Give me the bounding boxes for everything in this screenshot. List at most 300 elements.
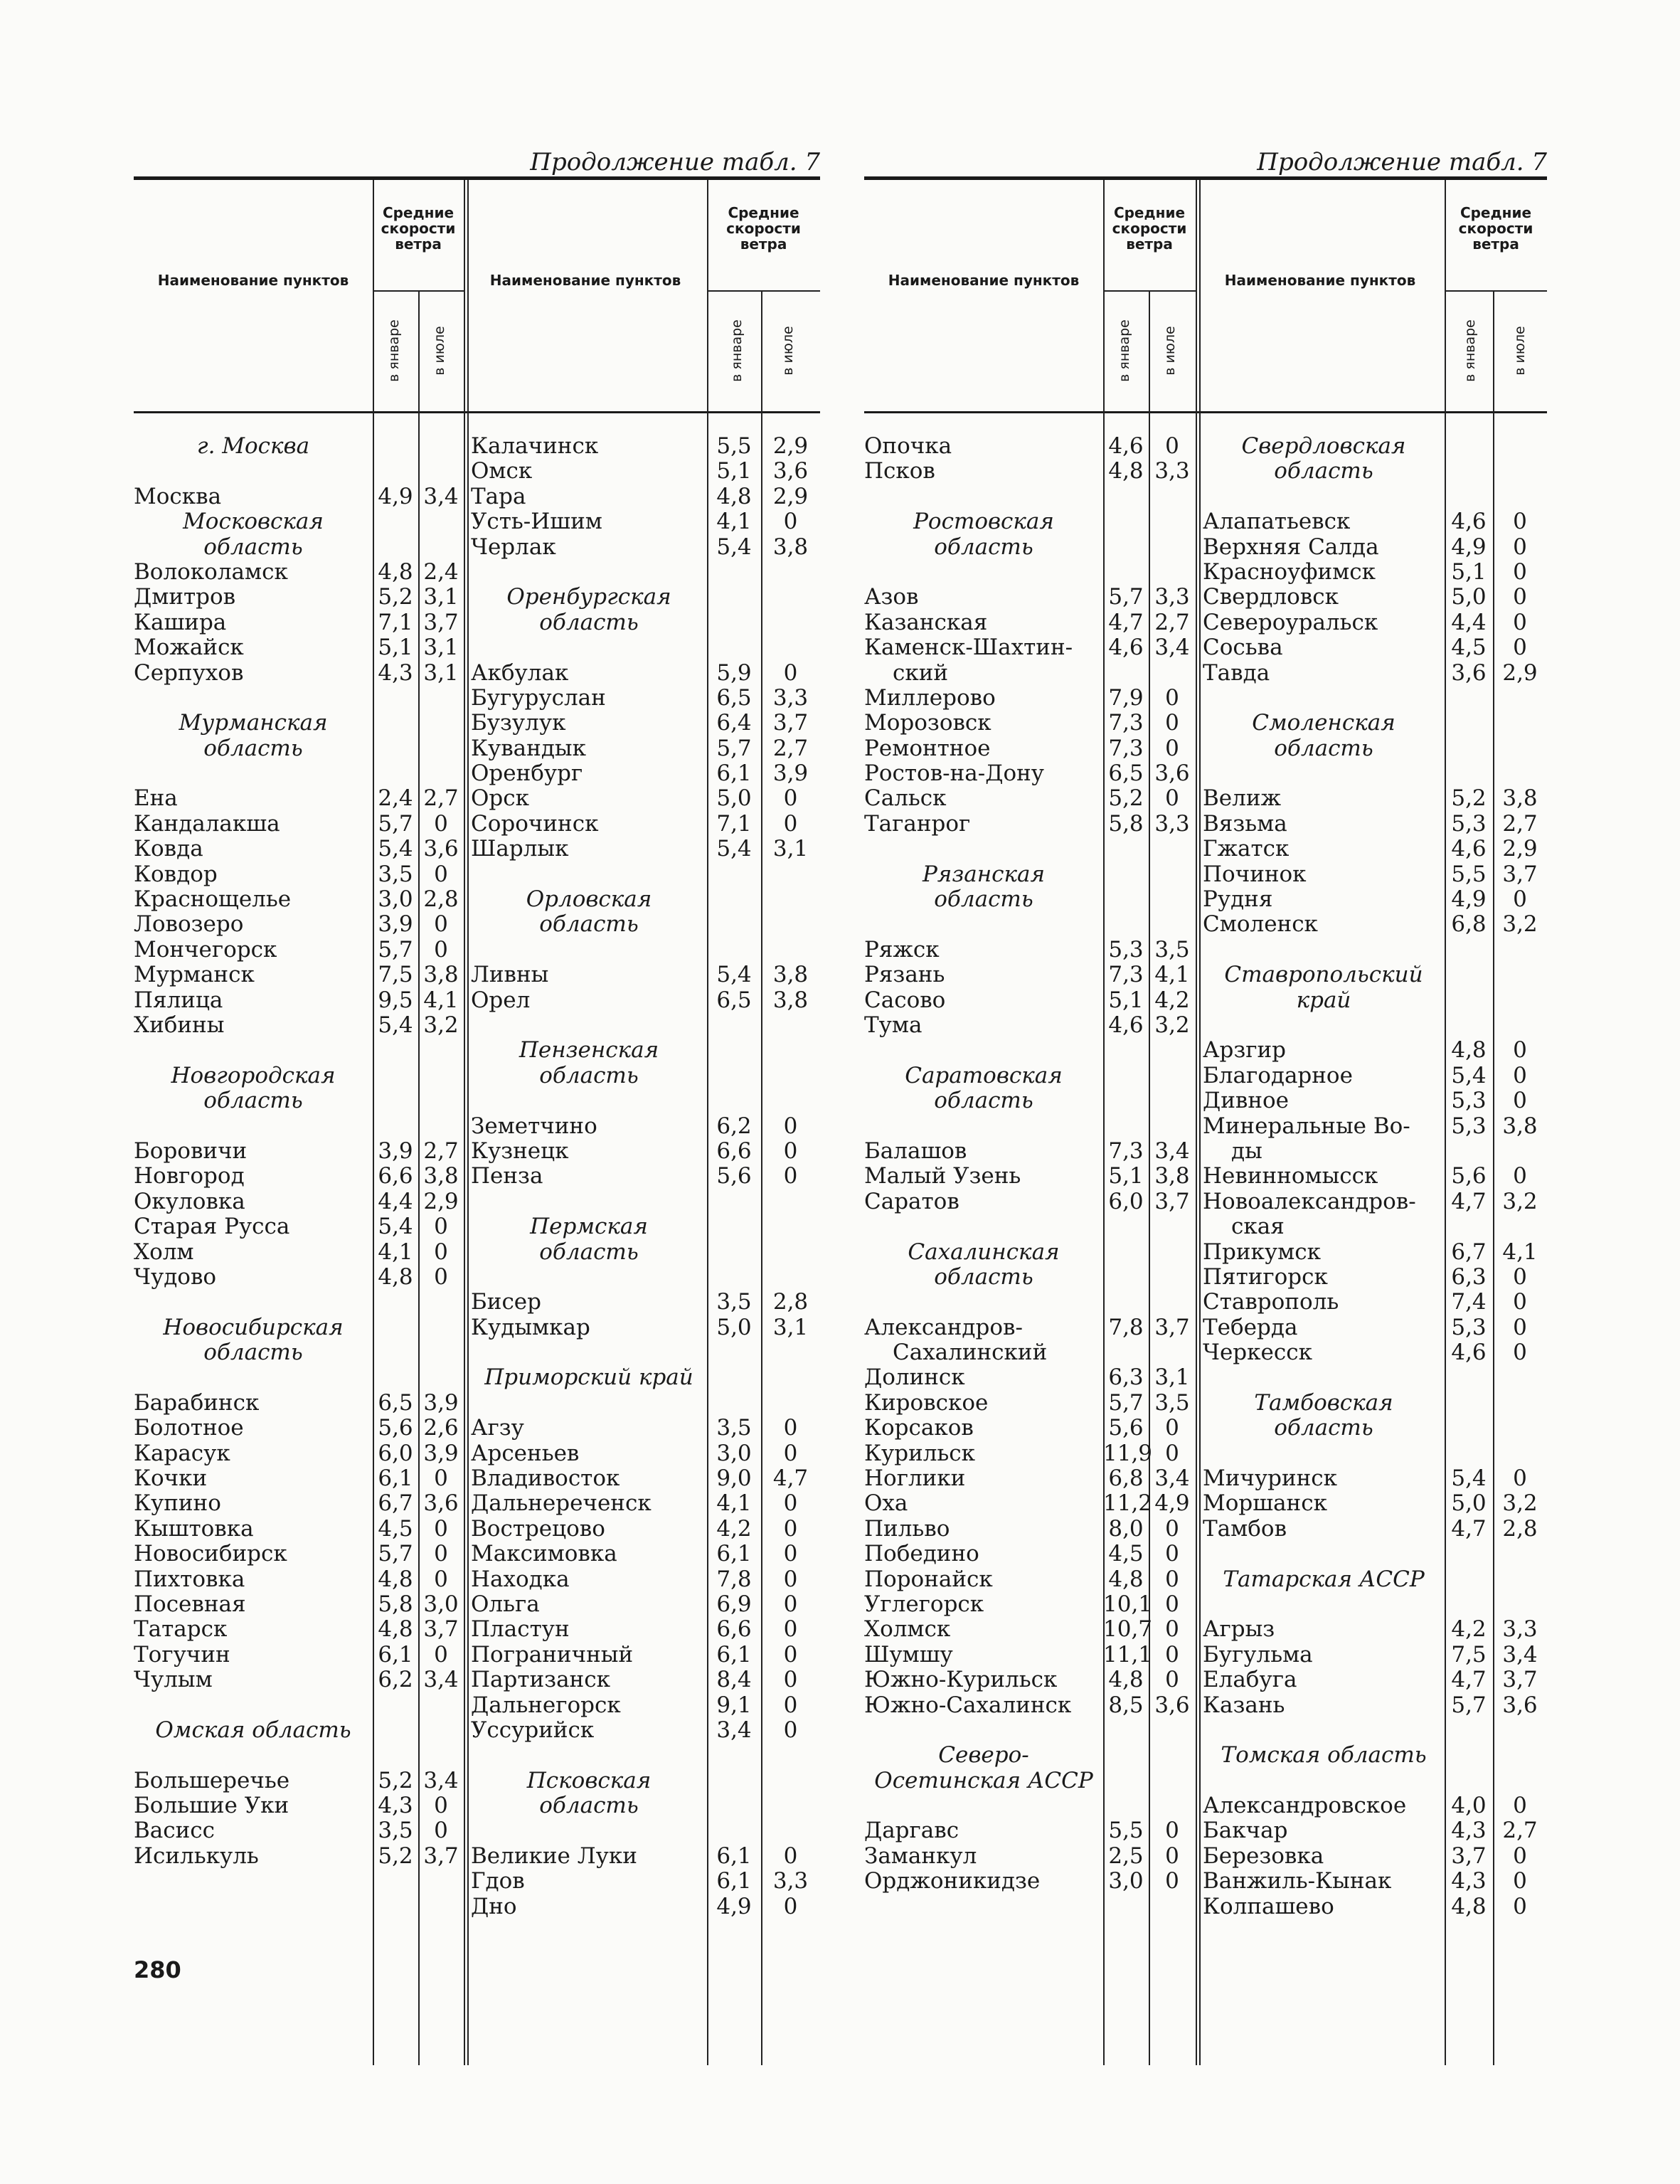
january-speed: 4,6 xyxy=(1451,836,1487,862)
station-name: Минеральные Во- xyxy=(1203,1113,1410,1139)
station-name: Елабуга xyxy=(1203,1667,1297,1693)
station-name: Азов xyxy=(864,584,919,610)
table-row xyxy=(134,1441,464,1466)
station-name: Агзу xyxy=(471,1415,524,1441)
station-name: Сосьва xyxy=(1203,635,1283,661)
january-speed: 9,1 xyxy=(716,1692,752,1718)
january-speed: 5,4 xyxy=(716,962,752,988)
region-name: область xyxy=(934,1263,1033,1290)
july-speed: 3,7 xyxy=(1154,1314,1190,1340)
station-name: Сальск xyxy=(864,785,947,812)
january-speed: 3,9 xyxy=(378,1138,413,1164)
station-name: Балашов xyxy=(864,1138,967,1164)
station-name: Ковда xyxy=(134,836,203,862)
header-jul: в июле xyxy=(432,326,447,376)
station-name: Посевная xyxy=(134,1591,246,1617)
table-row xyxy=(471,686,820,711)
table-row xyxy=(864,635,1196,660)
july-speed: 0 xyxy=(434,1793,448,1819)
july-speed: 3,7 xyxy=(1502,861,1538,887)
header-sub-rule xyxy=(1445,290,1547,292)
january-speed: 6,8 xyxy=(1451,911,1487,938)
blank-row xyxy=(1203,938,1547,963)
station-name: Прикумск xyxy=(1203,1239,1322,1265)
table-row xyxy=(134,862,464,887)
january-speed: 9,5 xyxy=(378,987,413,1013)
region-heading xyxy=(134,1064,464,1088)
january-speed: 6,1 xyxy=(716,1541,752,1567)
station-name: Омск xyxy=(471,458,533,484)
july-speed: 4,9 xyxy=(1154,1490,1190,1517)
july-speed: 0 xyxy=(434,1214,448,1240)
july-speed: 3,9 xyxy=(772,760,809,787)
region-heading xyxy=(1203,736,1547,761)
table-row xyxy=(864,1315,1196,1340)
july-speed: 3,9 xyxy=(423,1440,459,1466)
table-row xyxy=(1203,1189,1547,1214)
july-speed: 2,7 xyxy=(1502,810,1538,837)
blank-row xyxy=(134,1038,464,1063)
january-speed: 4,6 xyxy=(1108,1012,1144,1038)
january-speed: 5,2 xyxy=(1451,785,1487,812)
table-row xyxy=(864,1643,1196,1668)
station-name: Черлак xyxy=(471,534,556,560)
july-speed: 3,3 xyxy=(1154,584,1190,610)
table-row xyxy=(134,1214,464,1239)
july-speed: 2,8 xyxy=(772,1289,809,1315)
header-jan: в январе xyxy=(1462,319,1478,382)
table-row xyxy=(471,812,820,837)
table-row xyxy=(1203,635,1547,660)
region-name: Псковская xyxy=(526,1767,652,1793)
january-speed: 4,3 xyxy=(1451,1818,1487,1844)
table-row xyxy=(1203,509,1547,534)
july-speed: 0 xyxy=(434,1566,448,1592)
blank-row xyxy=(471,1013,820,1038)
table-row xyxy=(134,1189,464,1214)
january-speed: 6,5 xyxy=(716,684,752,711)
station-name: Ноглики xyxy=(864,1465,966,1492)
january-speed: 4,6 xyxy=(1451,509,1487,535)
july-speed: 0 xyxy=(1513,1868,1527,1894)
table-row xyxy=(471,1869,820,1894)
january-speed: 6,4 xyxy=(716,710,752,736)
january-speed: 6,0 xyxy=(1108,1188,1144,1214)
july-speed: 0 xyxy=(783,509,798,535)
blank-row xyxy=(134,686,464,711)
january-speed: 10,1 xyxy=(1103,1591,1153,1617)
station-name: Пенза xyxy=(471,1163,543,1189)
july-speed: 0 xyxy=(783,1113,798,1139)
july-speed: 3,8 xyxy=(772,962,809,988)
july-speed: 0 xyxy=(783,1893,798,1919)
january-speed: 5,1 xyxy=(378,635,413,661)
table-group-4 xyxy=(1203,434,1547,1919)
july-speed: 3,6 xyxy=(423,1490,459,1517)
july-speed: 0 xyxy=(1165,1868,1179,1894)
july-speed: 0 xyxy=(1513,1314,1527,1340)
station-name: Ловозеро xyxy=(134,911,244,938)
table-row xyxy=(134,1769,464,1793)
station-name: Шумшу xyxy=(864,1641,953,1668)
table-row xyxy=(864,1818,1196,1843)
july-speed: 3,8 xyxy=(1502,1113,1538,1139)
table-row xyxy=(1203,1466,1547,1491)
station-name: Боровичи xyxy=(134,1138,248,1164)
station-name: Ряжск xyxy=(864,936,940,963)
july-speed: 0 xyxy=(1165,1541,1179,1567)
january-speed: 7,3 xyxy=(1108,962,1144,988)
region-name: область xyxy=(934,534,1033,560)
header-speed: Средние скорости ветра xyxy=(726,204,801,253)
july-speed: 0 xyxy=(434,861,448,887)
january-speed: 4,5 xyxy=(378,1515,413,1542)
january-speed: 6,7 xyxy=(378,1490,413,1517)
blank-row xyxy=(864,912,1196,937)
station-name: Земетчино xyxy=(471,1113,597,1139)
region-heading xyxy=(471,887,820,912)
july-speed: 0 xyxy=(1165,1667,1179,1693)
blank-row xyxy=(471,938,820,963)
january-speed: 7,3 xyxy=(1108,710,1144,736)
january-speed: 5,3 xyxy=(1451,810,1487,837)
region-heading xyxy=(134,1718,464,1743)
july-speed: 0 xyxy=(1513,1340,1527,1366)
january-speed: 3,0 xyxy=(716,1440,752,1466)
january-speed: 5,4 xyxy=(716,534,752,560)
station-name: Бугуруслан xyxy=(471,684,606,711)
table-row xyxy=(864,1340,1196,1365)
station-name: Кувандык xyxy=(471,735,586,761)
station-name: Гдов xyxy=(471,1868,525,1894)
table-row xyxy=(864,1592,1196,1617)
station-name: Курильск xyxy=(864,1440,976,1466)
table-row xyxy=(1203,1315,1547,1340)
january-speed: 7,3 xyxy=(1108,1138,1144,1164)
region-name: Свердловская xyxy=(1241,433,1406,459)
table-row xyxy=(864,1668,1196,1692)
table-row xyxy=(134,786,464,811)
station-name: Казань xyxy=(1203,1692,1285,1718)
region-heading xyxy=(134,1340,464,1365)
station-name: Орел xyxy=(471,987,531,1013)
july-speed: 3,7 xyxy=(1154,1188,1190,1214)
july-speed: 0 xyxy=(434,936,448,963)
table-row xyxy=(1203,585,1547,610)
station-name: Красноуфимск xyxy=(1203,558,1376,585)
column-rule-double xyxy=(1196,180,1201,2065)
table-row xyxy=(864,1844,1196,1869)
station-name: Краснощелье xyxy=(134,886,292,913)
table-row xyxy=(134,1391,464,1416)
station-name: Пихтовка xyxy=(134,1566,245,1592)
january-speed: 5,4 xyxy=(378,1012,413,1038)
january-speed: 4,7 xyxy=(1451,1188,1487,1214)
region-heading xyxy=(864,1769,1196,1793)
table-row xyxy=(1203,1491,1547,1516)
july-speed: 0 xyxy=(1165,1515,1179,1542)
station-name: Заманкул xyxy=(864,1843,977,1869)
region-name: Тамбовская xyxy=(1254,1389,1393,1416)
july-speed: 0 xyxy=(783,1667,798,1693)
region-name: область xyxy=(539,1239,639,1265)
table-row xyxy=(471,1617,820,1642)
table-row xyxy=(471,1416,820,1441)
station-name: Серпухов xyxy=(134,659,244,686)
january-speed: 3,0 xyxy=(1108,1868,1144,1894)
region-name: область xyxy=(203,1088,303,1114)
region-name: Новгородская xyxy=(171,1062,336,1088)
july-speed: 3,6 xyxy=(1154,760,1190,787)
blank-row xyxy=(134,761,464,786)
station-name: Кандалакша xyxy=(134,810,280,837)
july-speed: 2,7 xyxy=(423,785,459,812)
station-name: Березовка xyxy=(1203,1843,1324,1869)
january-speed: 11,1 xyxy=(1103,1641,1153,1668)
station-name: ды xyxy=(1231,1138,1262,1164)
january-speed: 5,0 xyxy=(1451,584,1487,610)
table-row xyxy=(134,1617,464,1642)
table-row xyxy=(134,988,464,1013)
july-speed: 0 xyxy=(1165,1440,1179,1466)
january-speed: 6,2 xyxy=(716,1113,752,1139)
july-speed: 0 xyxy=(783,1415,798,1441)
january-speed: 6,6 xyxy=(378,1163,413,1189)
station-name: Дальнереченск xyxy=(471,1490,652,1517)
table-row xyxy=(864,812,1196,837)
january-speed: 6,1 xyxy=(378,1465,413,1492)
july-speed: 0 xyxy=(434,1465,448,1492)
table-row xyxy=(134,661,464,686)
table-row xyxy=(1203,812,1547,837)
table-row xyxy=(1203,786,1547,811)
july-speed: 0 xyxy=(783,785,798,812)
january-speed: 4,8 xyxy=(378,1616,413,1643)
table-row xyxy=(1203,535,1547,560)
january-speed: 5,0 xyxy=(716,1314,752,1340)
january-speed: 5,3 xyxy=(1451,1314,1487,1340)
table-row xyxy=(1203,1643,1547,1668)
station-name: Васисс xyxy=(134,1818,216,1844)
table-row xyxy=(1203,1240,1547,1265)
table-row xyxy=(134,837,464,862)
january-speed: 7,1 xyxy=(378,609,413,635)
january-speed: 3,4 xyxy=(716,1717,752,1743)
station-name: Барабинск xyxy=(134,1389,260,1416)
table-row xyxy=(1203,610,1547,635)
table-row xyxy=(471,1844,820,1869)
region-name: Осетинская АССР xyxy=(874,1767,1093,1793)
table-row xyxy=(471,761,820,786)
january-speed: 6,1 xyxy=(716,1641,752,1668)
january-speed: 6,0 xyxy=(378,1440,413,1466)
january-speed: 5,4 xyxy=(1451,1465,1487,1492)
station-name: Татарск xyxy=(134,1616,228,1643)
table-row xyxy=(134,1517,464,1542)
region-name: Ставропольский xyxy=(1224,962,1423,988)
region-name: Ростовская xyxy=(913,509,1054,535)
july-speed: 0 xyxy=(1513,1289,1527,1315)
july-speed: 3,5 xyxy=(1154,1389,1190,1416)
region-heading xyxy=(134,1088,464,1113)
table-row xyxy=(471,1491,820,1516)
january-speed: 2,5 xyxy=(1108,1843,1144,1869)
july-speed: 2,7 xyxy=(423,1138,459,1164)
table-row xyxy=(471,1718,820,1743)
station-name: Верхняя Салда xyxy=(1203,534,1379,560)
table-row xyxy=(471,459,820,484)
blank-row xyxy=(134,1365,464,1390)
january-speed: 3,5 xyxy=(716,1289,752,1315)
station-name: Морозовск xyxy=(864,710,991,736)
table-row xyxy=(134,1818,464,1843)
blank-row xyxy=(471,1265,820,1290)
july-speed: 3,0 xyxy=(423,1591,459,1617)
region-name: область xyxy=(1274,735,1373,761)
july-speed: 4,1 xyxy=(423,987,459,1013)
january-speed: 4,4 xyxy=(1451,609,1487,635)
july-speed: 0 xyxy=(1165,1415,1179,1441)
table-row xyxy=(134,1793,464,1818)
station-name: Черкесск xyxy=(1203,1340,1312,1366)
blank-row xyxy=(864,1793,1196,1818)
january-speed: 3,9 xyxy=(378,911,413,938)
january-speed: 5,1 xyxy=(1451,558,1487,585)
table-group-1 xyxy=(134,434,464,1869)
station-name: Победино xyxy=(864,1541,979,1567)
table-row xyxy=(1203,1164,1547,1189)
table-row xyxy=(1203,862,1547,887)
region-name: Оренбургская xyxy=(506,584,671,610)
table-row xyxy=(864,1164,1196,1189)
blank-row xyxy=(471,1088,820,1113)
table-row xyxy=(1203,1693,1547,1718)
january-speed: 4,7 xyxy=(1108,609,1144,635)
region-name: область xyxy=(203,534,303,560)
july-speed: 2,7 xyxy=(1154,609,1190,635)
region-name: Пензенская xyxy=(519,1037,659,1064)
table-row xyxy=(1203,661,1547,686)
january-speed: 4,8 xyxy=(1451,1893,1487,1919)
july-speed: 0 xyxy=(434,1541,448,1567)
january-speed: 8,0 xyxy=(1108,1515,1144,1542)
july-speed: 2,9 xyxy=(1502,836,1538,862)
july-speed: 0 xyxy=(434,911,448,938)
station-name: Можайск xyxy=(134,635,244,661)
header-jan: в январе xyxy=(386,319,402,382)
header-speed: Средние скорости ветра xyxy=(1458,204,1533,253)
station-name: Холмск xyxy=(864,1616,951,1643)
station-name: Кашира xyxy=(134,609,227,635)
station-name: Гжатск xyxy=(1203,836,1290,862)
table-row xyxy=(134,812,464,837)
station-name: Болотное xyxy=(134,1415,244,1441)
july-speed: 2,6 xyxy=(423,1415,459,1441)
region-name: Приморский край xyxy=(484,1364,693,1391)
july-speed: 0 xyxy=(1513,609,1527,635)
july-speed: 3,4 xyxy=(1502,1641,1538,1668)
july-speed: 3,4 xyxy=(423,1767,459,1793)
header-jan: в январе xyxy=(729,319,745,382)
station-name: Окуловка xyxy=(134,1188,245,1214)
station-name: Теберда xyxy=(1203,1314,1298,1340)
july-speed: 3,3 xyxy=(772,684,809,711)
blank-row xyxy=(864,1114,1196,1139)
header-jul: в июле xyxy=(1162,326,1178,376)
table-group-3 xyxy=(864,434,1196,1894)
region-name: область xyxy=(1274,458,1373,484)
july-speed: 0 xyxy=(1513,1088,1527,1114)
station-name: Тамбов xyxy=(1203,1515,1287,1542)
table-row xyxy=(864,761,1196,786)
station-name: Александров- xyxy=(864,1314,1023,1340)
january-speed: 3,5 xyxy=(716,1415,752,1441)
july-speed: 0 xyxy=(783,1490,798,1517)
table-row xyxy=(1203,1088,1547,1113)
station-name: Алапатьевск xyxy=(1203,509,1351,535)
blank-row xyxy=(1203,1013,1547,1038)
table-row xyxy=(864,1617,1196,1642)
station-name: Вязьма xyxy=(1203,810,1287,837)
july-speed: 3,2 xyxy=(1154,1012,1190,1038)
station-name: Большие Уки xyxy=(134,1793,289,1819)
blank-row xyxy=(864,560,1196,585)
july-speed: 0 xyxy=(783,1566,798,1592)
region-heading xyxy=(471,1064,820,1088)
july-speed: 0 xyxy=(783,1541,798,1567)
region-name: Северо- xyxy=(938,1742,1029,1769)
region-name: Орловская xyxy=(526,886,652,913)
region-name: область xyxy=(203,735,303,761)
july-speed: 3,1 xyxy=(1154,1364,1190,1391)
january-speed: 6,7 xyxy=(1451,1239,1487,1265)
january-speed: 4,8 xyxy=(1108,1566,1144,1592)
july-speed: 3,8 xyxy=(423,962,459,988)
july-speed: 2,9 xyxy=(1502,659,1538,686)
january-speed: 5,5 xyxy=(1108,1818,1144,1844)
table-row xyxy=(134,887,464,912)
january-speed: 9,0 xyxy=(716,1465,752,1492)
january-speed: 5,4 xyxy=(378,1214,413,1240)
july-speed: 2,9 xyxy=(772,483,809,509)
july-speed: 0 xyxy=(434,1641,448,1668)
station-name: Невинномысск xyxy=(1203,1163,1378,1189)
station-name: Орск xyxy=(471,785,529,812)
january-speed: 4,3 xyxy=(378,1793,413,1819)
table-row xyxy=(864,1491,1196,1516)
january-speed: 4,1 xyxy=(716,1490,752,1517)
table-row xyxy=(134,1668,464,1692)
station-name: Новосибирск xyxy=(134,1541,287,1567)
station-name: ский xyxy=(893,659,949,686)
region-name: область xyxy=(539,911,639,938)
region-name: г. Москва xyxy=(196,433,310,459)
station-name: Колпашево xyxy=(1203,1893,1334,1919)
table-row xyxy=(471,1315,820,1340)
table-row xyxy=(471,661,820,686)
table-row xyxy=(864,786,1196,811)
blank-row xyxy=(1203,1718,1547,1743)
july-speed: 3,3 xyxy=(1502,1616,1538,1643)
july-speed: 3,4 xyxy=(423,1667,459,1693)
january-speed: 6,3 xyxy=(1108,1364,1144,1391)
table-group-2 xyxy=(471,434,820,1919)
january-speed: 4,6 xyxy=(1451,1340,1487,1366)
blank-row xyxy=(1203,484,1547,509)
july-speed: 0 xyxy=(783,1843,798,1869)
blank-row xyxy=(1203,686,1547,711)
july-speed: 0 xyxy=(434,1239,448,1265)
